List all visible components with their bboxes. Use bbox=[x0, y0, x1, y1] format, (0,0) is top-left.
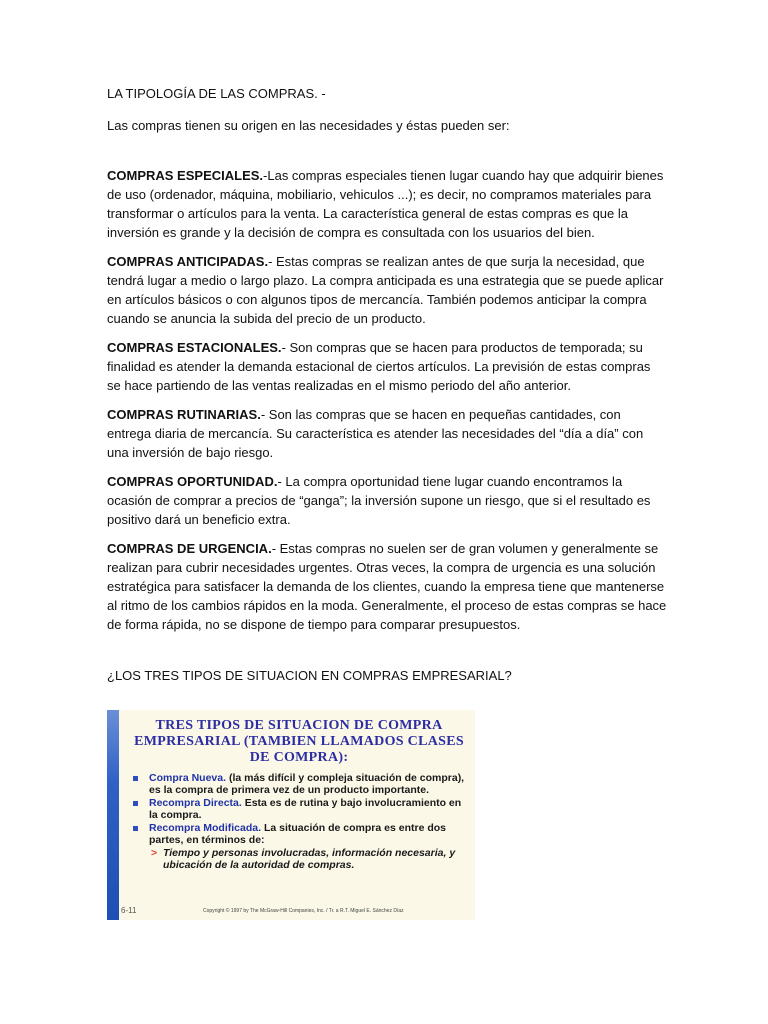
slide-sub-bullet bbox=[129, 848, 469, 871]
slide-copyright: Copyright © 1997 by The McGraw-Hill Companies, Inc. / Tr. a R.T. Miguel E. Sánchez Díaz bbox=[203, 908, 404, 914]
paragraph-term: COMPRAS DE URGENCIA. bbox=[107, 541, 272, 556]
paragraph-text: - La compra oportunidad tiene lugar cuando encontramos la ocasión de comprar a precios de “ganga”; la inversión supone un riesgo, que si el resultado es positivo dará un beneficio extra. bbox=[107, 474, 651, 527]
paragraph-text: -Las compras especiales tienen lugar cuando hay que adquirir bienes de uso (ordenador, máquina, mobiliario, vehiculos ...); es decir, no compramos materiales para transformar o artículos para la venta. La característica general de estas compras es que la inversión es grande y la decisión de compra es consultada con los usuarios del bien. bbox=[107, 168, 664, 240]
slide-bullet bbox=[129, 823, 469, 846]
slide-side-bar bbox=[107, 710, 119, 920]
slide-title: TRES TIPOS DE SITUACION DE COMPRA EMPRESARIAL (TAMBIEN LLAMADOS CLASES DE COMPRA): bbox=[134, 718, 464, 765]
paragraph-term: COMPRAS RUTINARIAS. bbox=[107, 407, 261, 422]
square-bullet-icon bbox=[133, 801, 138, 806]
paragraph-compras-estacionales bbox=[107, 338, 667, 395]
slide-footer bbox=[121, 906, 471, 918]
square-bullet-icon bbox=[133, 826, 138, 831]
paragraph-compras-urgencia bbox=[107, 539, 667, 634]
bullet-highlight: Compra Nueva. bbox=[149, 772, 227, 784]
paragraph-text: - Estas compras no suelen ser de gran volumen y generalmente se realizan para cubrir necesidades urgentes. Otras veces, la compra de urgencia es una solución estratégica para satisfacer la demanda de los clientes, cuando la empresa tiene que mantenerse al ritmo de los cambios rápidos en la moda. Generalmente, el proceso de estas compras se hace de forma rápida, no se dispone de tiempo para comparar presupuestos. bbox=[107, 541, 667, 632]
paragraph-text: - Son compras que se hacen para productos de temporada; su finalidad es atender la demanda estacional de ciertos artículos. La previsión de estas compras se hace partiendo de las ventas realizadas en el mismo periodo del año anterior. bbox=[107, 340, 651, 393]
document-body bbox=[107, 84, 667, 686]
bullet-text: (la más difícil y compleja situación de compra), es la compra de primera vez de un producto importante. bbox=[149, 772, 465, 796]
paragraph-term: COMPRAS ANTICIPADAS. bbox=[107, 254, 269, 269]
paragraph-compras-oportunidad bbox=[107, 472, 667, 529]
paragraph-compras-anticipadas bbox=[107, 252, 667, 328]
paragraph-term: COMPRAS ESTACIONALES. bbox=[107, 340, 282, 355]
document-heading: LA TIPOLOGÍA DE LAS COMPRAS. - bbox=[107, 86, 326, 101]
paragraph-term: COMPRAS OPORTUNIDAD. bbox=[107, 474, 278, 489]
paragraph-term: COMPRAS ESPECIALES. bbox=[107, 168, 264, 183]
arrow-bullet-icon: > bbox=[151, 847, 158, 859]
bullet-text: La situación de compra es entre dos partes, en términos de: bbox=[149, 822, 447, 846]
slide-bullet bbox=[129, 773, 469, 796]
paragraph-text: - Estas compras se realizan antes de que surja la necesidad, que tendrá lugar a medio o largo plazo. La compra anticipada es una estrategia que se puede aplicar en artículos básicos o con algunos tipos de mercancía. También podemos anticipar la compra cuando se anuncia la subida del precio de un producto. bbox=[107, 254, 664, 326]
square-bullet-icon bbox=[133, 776, 138, 781]
slide-image bbox=[107, 710, 475, 920]
slide-bullet-list bbox=[129, 773, 469, 871]
intro-text: Las compras tienen su origen en las necesidades y éstas pueden ser: bbox=[107, 118, 510, 133]
paragraph-compras-rutinarias bbox=[107, 405, 667, 462]
bullet-highlight: Recompra Modificada. bbox=[149, 822, 262, 834]
slide-number: 6-11 bbox=[121, 906, 137, 915]
bullet-highlight: Recompra Directa. bbox=[149, 797, 242, 809]
paragraph-compras-especiales bbox=[107, 166, 667, 242]
paragraph-text: - Son las compras que se hacen en pequeñas cantidades, con entrega diaria de mercancía. Su característica es atender las necesidades del “día a día” con una inversión de bajo riesgo. bbox=[107, 407, 644, 460]
section-question: ¿LOS TRES TIPOS DE SITUACION EN COMPRAS EMPRESARIAL? bbox=[107, 668, 512, 683]
sub-bullet-text: Tiempo y personas involucradas, información necesaria, y ubicación de la autoridad de compras. bbox=[163, 847, 456, 871]
bullet-text: Esta es de rutina y bajo involucramiento en la compra. bbox=[149, 797, 462, 821]
slide-bullet bbox=[129, 798, 469, 821]
